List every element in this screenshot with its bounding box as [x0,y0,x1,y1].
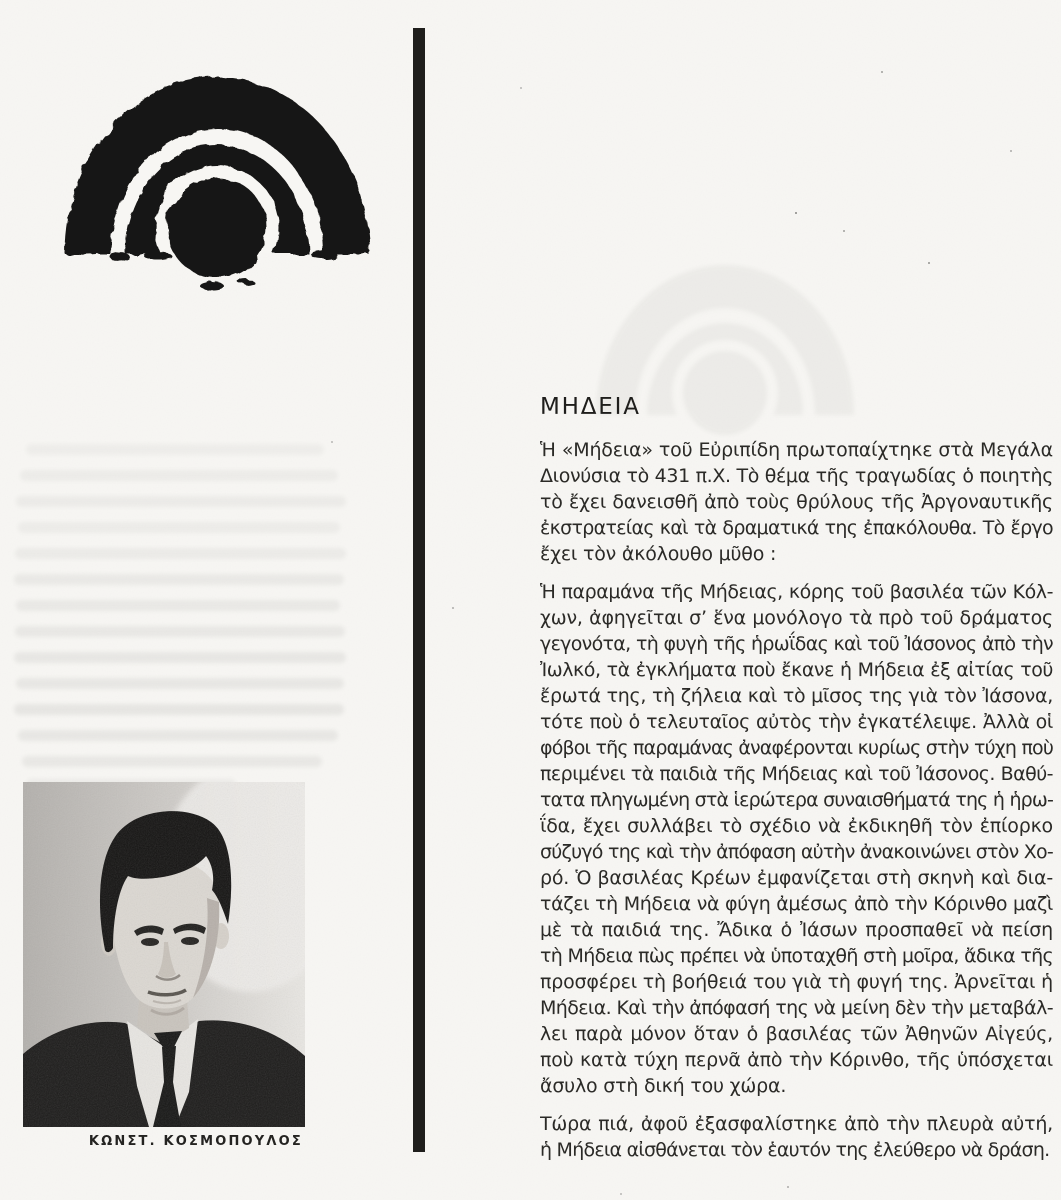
bleed-line [18,522,340,533]
text-line: προσφέρει τὴ βοήθειά του γιὰ τὴ φυγή της. Ἀρνεῖται ἡ [540,971,1053,993]
text-line: γεγονότα, τὴ φυγὴ τῆς ἡρωΐδας καὶ τοῦ Ἰάσονος ἀπὸ τὴν [540,633,1053,655]
paragraph [540,437,1053,567]
paragraph [540,579,1053,1099]
amphitheatre-logo-graphic [62,58,392,298]
vertical-divider-rule [413,28,425,1152]
portrait-caption: ΚΩΝΣΤ. ΚΟΣΜΟΠΟΥΛΟΣ [88,1134,303,1149]
text-line: τότε ποὺ ὁ τελευταῖος αὐτὸς τὴν ἐγκατέλειψε. Ἀλλὰ οἱ [540,711,1053,733]
bleed-line [20,470,338,481]
text-line: μὲ τὰ παιδιά της. Ἄδικα ὁ Ἰάσων προσπαθεῖ νὰ πείση [540,919,1053,941]
paragraph [540,1111,1053,1163]
bleed-line [22,756,322,767]
bleed-line [14,652,346,663]
bleed-line [14,704,344,715]
text-line: περιμένει τὰ παιδιὰ τῆς Μήδειας καὶ τοῦ Ἰάσονος. Βαθύ- [540,763,1053,785]
amphitheatre-logo [62,58,392,298]
text-line: τὸ ἔχει δανεισθῆ ἀπὸ τοὺς θρύλους τῆς Ἀργοναυτικῆς [540,491,1053,513]
text-line: ἔχει τὸν ἀκόλουθο μῦθο : [540,543,777,565]
text-line: ρό. Ὁ βασιλέας Κρέων ἐμφανίζεται στὴ σκηνὴ καὶ δια- [540,867,1053,889]
text-line: Μήδεια. Καὶ τὴν ἀπόφασή της νὰ μείνη δὲν τὴν μεταβάλ- [540,997,1053,1019]
text-line: φόβοι τῆς παραμάνας ἀναφέρονται κυρίως στὴν τύχη ποὺ [540,737,1053,759]
text-line: Ἡ «Μήδεια» τοῦ Εὐριπίδη πρωτοπαίχτηκε στὰ Μεγάλα [540,439,1053,461]
text-line: ἄσυλο στὴ δική του χώρα. [540,1075,787,1097]
text-line: χων, ἀφηγεῖται σ’ ἕνα μονόλογο τὰ πρὸ τοῦ δράματος [540,607,1053,629]
article-paragraphs [540,437,1053,1163]
bleed-line [14,574,344,585]
bleed-line [16,496,346,507]
bleed-line [16,678,344,689]
text-line: ἐκστρατείας καὶ τὰ δραματικά της ἐπακόλουθα. Τὸ ἔργο [540,517,1053,539]
bleed-line [15,548,346,559]
bleed-line [15,626,345,637]
article [540,394,1053,1175]
text-line: σύζυγό της καὶ τὴν ἀπόφαση αὐτὴν ἀνακοινώνει στὸν Χο- [540,841,1053,863]
text-line: Ἰωλκό, τὰ ἐγκλήματα ποὺ ἔκανε ἡ Μήδεια ἐξ αἰτίας τοῦ [540,659,1053,681]
bleed-line [26,444,324,455]
bleed-line [16,600,340,611]
text-line: ἔρωτά της, τὴ ζήλεια καὶ τὸ μῖσος της γιὰ τὸν Ἰάσονα, [540,685,1053,707]
portrait-photo-image [23,782,305,1127]
scan-speckles [0,0,2,2]
portrait-photo [23,782,305,1127]
article-title: ΜΗΔΕΙΑ [540,394,641,420]
text-line: Διονύσια τὸ 431 π.Χ. Τὸ θέμα τῆς τραγωδίας ὁ ποιητὴς [540,465,1053,487]
text-line: ποὺ κατὰ τύχη περνᾶ ἀπὸ τὴν Κόρινθο, τῆς ὑπόσχεται [540,1049,1053,1071]
text-line: ἡ Μήδεια αἰσθάνεται τὸν ἑαυτόν της ἐλεύθερο νὰ δράση. [540,1139,1050,1161]
text-line: Ἡ παραμάνα τῆς Μήδειας, κόρης τοῦ βασιλέα τῶν Κόλ- [540,581,1053,603]
text-line: τάζει τὴ Μήδεια νὰ φύγη ἀμέσως ἀπὸ τὴν Κόρινθο μαζὶ [540,893,1053,915]
text-line: τατα πληγωμένη στὰ ἱερώτερα συναισθήματά της ἡ ἡρω- [540,789,1053,811]
text-line: τὴ Μήδεια πὼς πρέπει νὰ ὑποταχθῆ στὴ μοῖρα, ἄδικα τῆς [540,945,1053,967]
text-line: ΐδα, ἔχει συλλάβει τὸ σχέδιο νὰ ἐκδικηθῆ τὸν ἐπίορκο [540,815,1053,837]
text-line: Τώρα πιά, ἀφοῦ ἐξασφαλίστηκε ἀπὸ τὴν πλευρὰ αὐτή, [540,1113,1053,1135]
bleed-line [18,730,338,741]
text-line: λει παρὰ μόνον ὅταν ὁ βασιλέας τῶν Ἀθηνῶν Αἰγεύς, [540,1023,1053,1045]
